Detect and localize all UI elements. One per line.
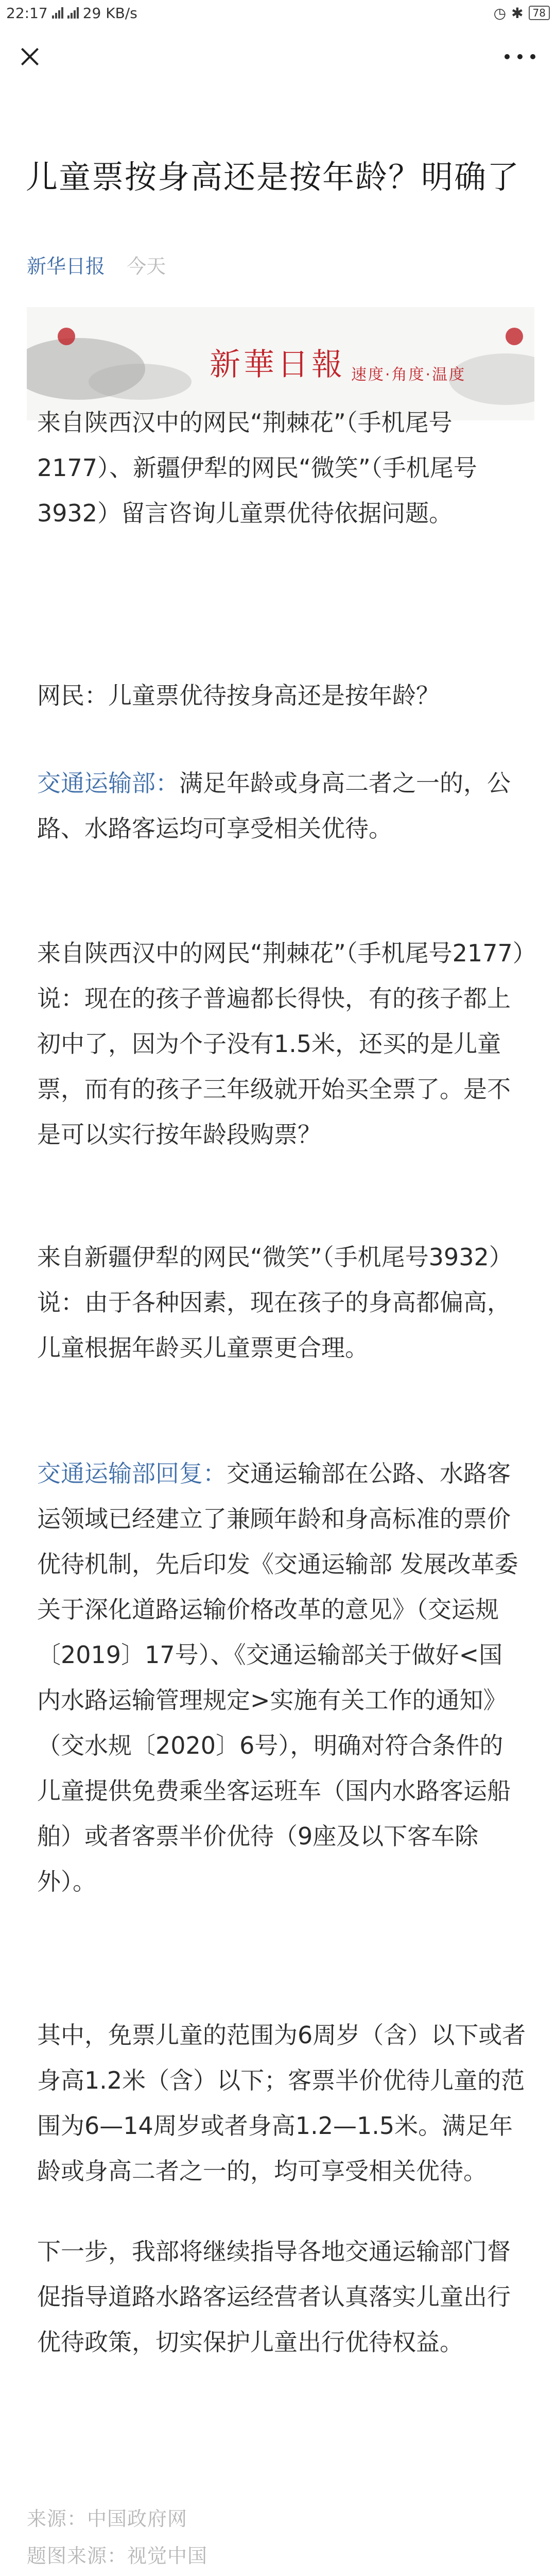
paragraph-4: 来自陕西汉中的网民“荆棘花”（手机尾号2177）说：现在的孩子普遍都长得快，有的孩子都上初中了，因为个子没有1.5米，还买的是儿童票，而有的孩子三年级就开始买全票了。是不是可以实行按年龄段购票？ — [37, 939, 525, 1148]
status-time: 22:17 — [6, 4, 48, 22]
lotus-icon — [58, 328, 75, 345]
status-left — [6, 5, 137, 22]
signal-icon — [52, 7, 63, 19]
status-bar — [0, 0, 556, 26]
signal-icon-2 — [67, 7, 79, 19]
lotus-icon-right — [506, 328, 523, 345]
paragraph-2: 网民：儿童票优待按身高还是按年龄？ — [37, 682, 440, 709]
paragraph-3-text: 满足年龄或身高二者之一的，公路、水路客运均可享受相关优待。 — [37, 769, 511, 842]
credit-image-source: 题图来源：视觉中国 — [27, 2545, 208, 2567]
bluetooth-icon: ✱ — [511, 4, 524, 22]
status-right — [494, 5, 550, 22]
nav-bar — [0, 30, 556, 81]
credit-source: 来源：中国政府网 — [27, 2507, 188, 2530]
paragraph-8: 下一步，我部将继续指导各地交通运输部门督促指导道路水路客运经营者认真落实儿童出行优待政策，切实保护儿童出行优待权益。 — [37, 2238, 511, 2356]
article-title: 儿童票按身高还是按年龄？明确了 — [26, 158, 520, 196]
paragraph-6-text: 交通运输部在公路、水路客运领域已经建立了兼顾年龄和身高标准的票价优待机制，先后印发《交通运输部 发展改革委关于深化道路运输价格改革的意见》（交运规〔2019〕17号）、《交通运输部关于做好<国内水路运输管理规定>实施有关工作的通知》（交水规〔2020〕6号），明确对符合条件的儿童提供免费乘坐客运班车（国内水路客运船舶）或者客票半价优待（9座及以下客车除外）。 — [37, 1460, 518, 1895]
alarm-icon: ◷ — [493, 4, 507, 22]
battery-indicator: 78 — [529, 6, 550, 20]
highlight-ministry-reply: 交通运输部回复： — [37, 1460, 227, 1487]
article-source-link[interactable]: 新华日报 — [27, 255, 106, 278]
banner-logo: 新華日報 — [210, 347, 345, 383]
article-meta — [27, 250, 166, 279]
banner-slogan: 速度·角度·温度 — [351, 366, 466, 384]
article-date: 今天 — [127, 255, 166, 278]
close-icon[interactable] — [19, 45, 41, 68]
highlight-ministry: 交通运输部： — [37, 769, 179, 797]
paragraph-3 — [37, 760, 526, 851]
paragraph-6 — [37, 1451, 526, 1904]
network-speed: 29 KB/s — [82, 4, 137, 22]
more-options-icon[interactable] — [505, 53, 535, 60]
paragraph-1: 来自陕西汉中的网民“荆棘花”（手机尾号2177）、新疆伊犁的网民“微笑”（手机尾号3932）留言咨询儿童票优待依据问题。 — [37, 409, 477, 527]
paragraph-7: 其中，免票儿童的范围为6周岁（含）以下或者身高1.2米（含）以下；客票半价优待儿童的范围为6—14周岁或者身高1.2—1.5米。满足年龄或身高二者之一的，均可享受相关优待。 — [37, 2021, 526, 2185]
paragraph-5: 来自新疆伊犁的网民“微笑”（手机尾号3932）说：由于各种因素，现在孩子的身高都偏高，儿童根据年龄买儿童票更合理。 — [37, 1243, 513, 1362]
